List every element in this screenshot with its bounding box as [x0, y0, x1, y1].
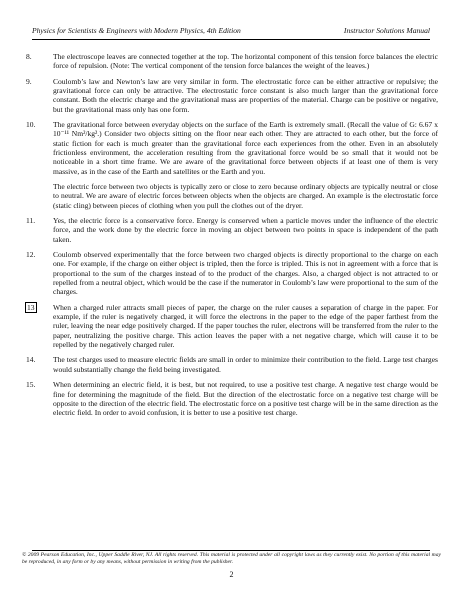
answer-item [26, 52, 438, 71]
page-number: 2 [229, 570, 234, 579]
item-number: 12. [26, 250, 36, 260]
item-number-boxed: 13 [27, 302, 35, 312]
item-text: Yes, the electric force is a conservative force. Energy is conserved when a particle moves under the influence of the electric force, and the work done by the electric force in moving an object between two points in space is independent of the path taken. [53, 216, 438, 244]
item-number: 10. [26, 120, 36, 130]
copyright-footer: © 2009 Pearson Education, Inc., Upper Saddle River, NJ. All rights reserved. This material is protected under all copyright laws as they currently exist. No portion of this material may be reproduced, in any form or by any means, without permission in writing from the publisher. [22, 552, 441, 565]
item-number: 11. [26, 216, 36, 226]
item-number: 15. [26, 380, 36, 390]
header-manual-title: Instructor Solutions Manual [343, 26, 430, 35]
item-text: The electroscope leaves are connected together at the top. The horizontal component of this tension force balances the electric force of repulsion. (Note: The vertical component of the tension force balances the weight of the leaves.) [53, 52, 438, 71]
answer-item [26, 120, 438, 210]
answer-item [26, 250, 438, 296]
answer-item [26, 355, 438, 374]
item-number: 8. [26, 52, 32, 61]
item-text-continued: The electric force between two objects is typically zero or close to zero because ordinary objects are typically neutral or close to neutral. We are aware of electric forces between objects when the objects are charged. An example is the electrostatic force (static cling) between pieces of clothing when you pull the clothes out of the dryer. [53, 181, 438, 210]
item-text: Coulomb’s law and Newton’s law are very similar in form. The electrostatic force can be either attractive or repulsive; the gravitational force can only be attractive. The electrostatic force constant is also much larger than the gravitational force constant. Both the electric charge and the gravitational mass are properties of the material. Charge can be positive or negative, but the gravitational mass only has one form. [53, 76, 438, 114]
running-header [32, 26, 430, 38]
item-text: When determining an electric field, it is best, but not required, to use a positive test charge. A negative test charge would be fine for determining the magnitude of the field. But the direction of the electrostatic force on a negative test charge will be opposite to the direction of the electric field. The electrostatic force on a positive test charge will be in the same direction as the electric field. In order to avoid confusion, it is better to use a positive test charge. [53, 380, 438, 418]
header-rule [32, 39, 430, 40]
answer-list [26, 52, 438, 424]
answer-item [26, 77, 438, 114]
item-text: Coulomb observed experimentally that the force between two charged objects is directly proportional to the charge on each one. For example, if the charge on either object is tripled, then the force is tripled. This is not in agreement with a force that is proportional to the sum of the charges instead of to the product of the charges. Also, a charged object is not attracted to or repelled from a neutral object, which would be the case if the numerator in Coulomb’s law were proportional to the sum of the charges. [53, 250, 438, 297]
answer-item [26, 216, 438, 244]
header-book-title: Physics for Scientists & Engineers with Modern Physics, 4th Edition [32, 26, 241, 35]
item-text: When a charged ruler attracts small pieces of paper, the charge on the ruler causes a separation of charge in the paper. For example, if the ruler is negatively charged, it will force the electrons in the paper to the edge of the paper farthest from the ruler, leaving the near edge positively charged. If the paper touches the ruler, electrons will be transferred from the ruler to the paper, neutralizing the positive charge. This action leaves the paper with a net negative charge, which will cause it to be repelled by the negatively charged ruler. [53, 302, 438, 349]
item-text: The gravitational force between everyday objects on the surface of the Earth is extremely small. (Recall the value of G: 6.67 x 10⁻¹¹ Nm²/kg².) Consider two objects sitting on the floor near each other. They are attracted to each other, but the force of static fiction for each is much greater than the gravitational force each experiences from the other. Even in an absolutely frictionless environment, the acceleration resulting from the gravitational force would be so small that it would not be noticeable in a short time frame. We are aware of the gravitational force between objects if at least one of them is very massive, as in the case of the Earth and satellites or the Earth and you. [53, 120, 438, 176]
footer-rule [32, 550, 430, 551]
item-text: The test charges used to measure electric fields are small in order to minimize their contribution to the field. Large test charges would substantially change the field being investigated. [53, 355, 438, 374]
answer-item [26, 303, 438, 349]
item-number: 9. [26, 76, 32, 86]
item-number: 14. [26, 355, 36, 365]
answer-item [26, 380, 438, 417]
